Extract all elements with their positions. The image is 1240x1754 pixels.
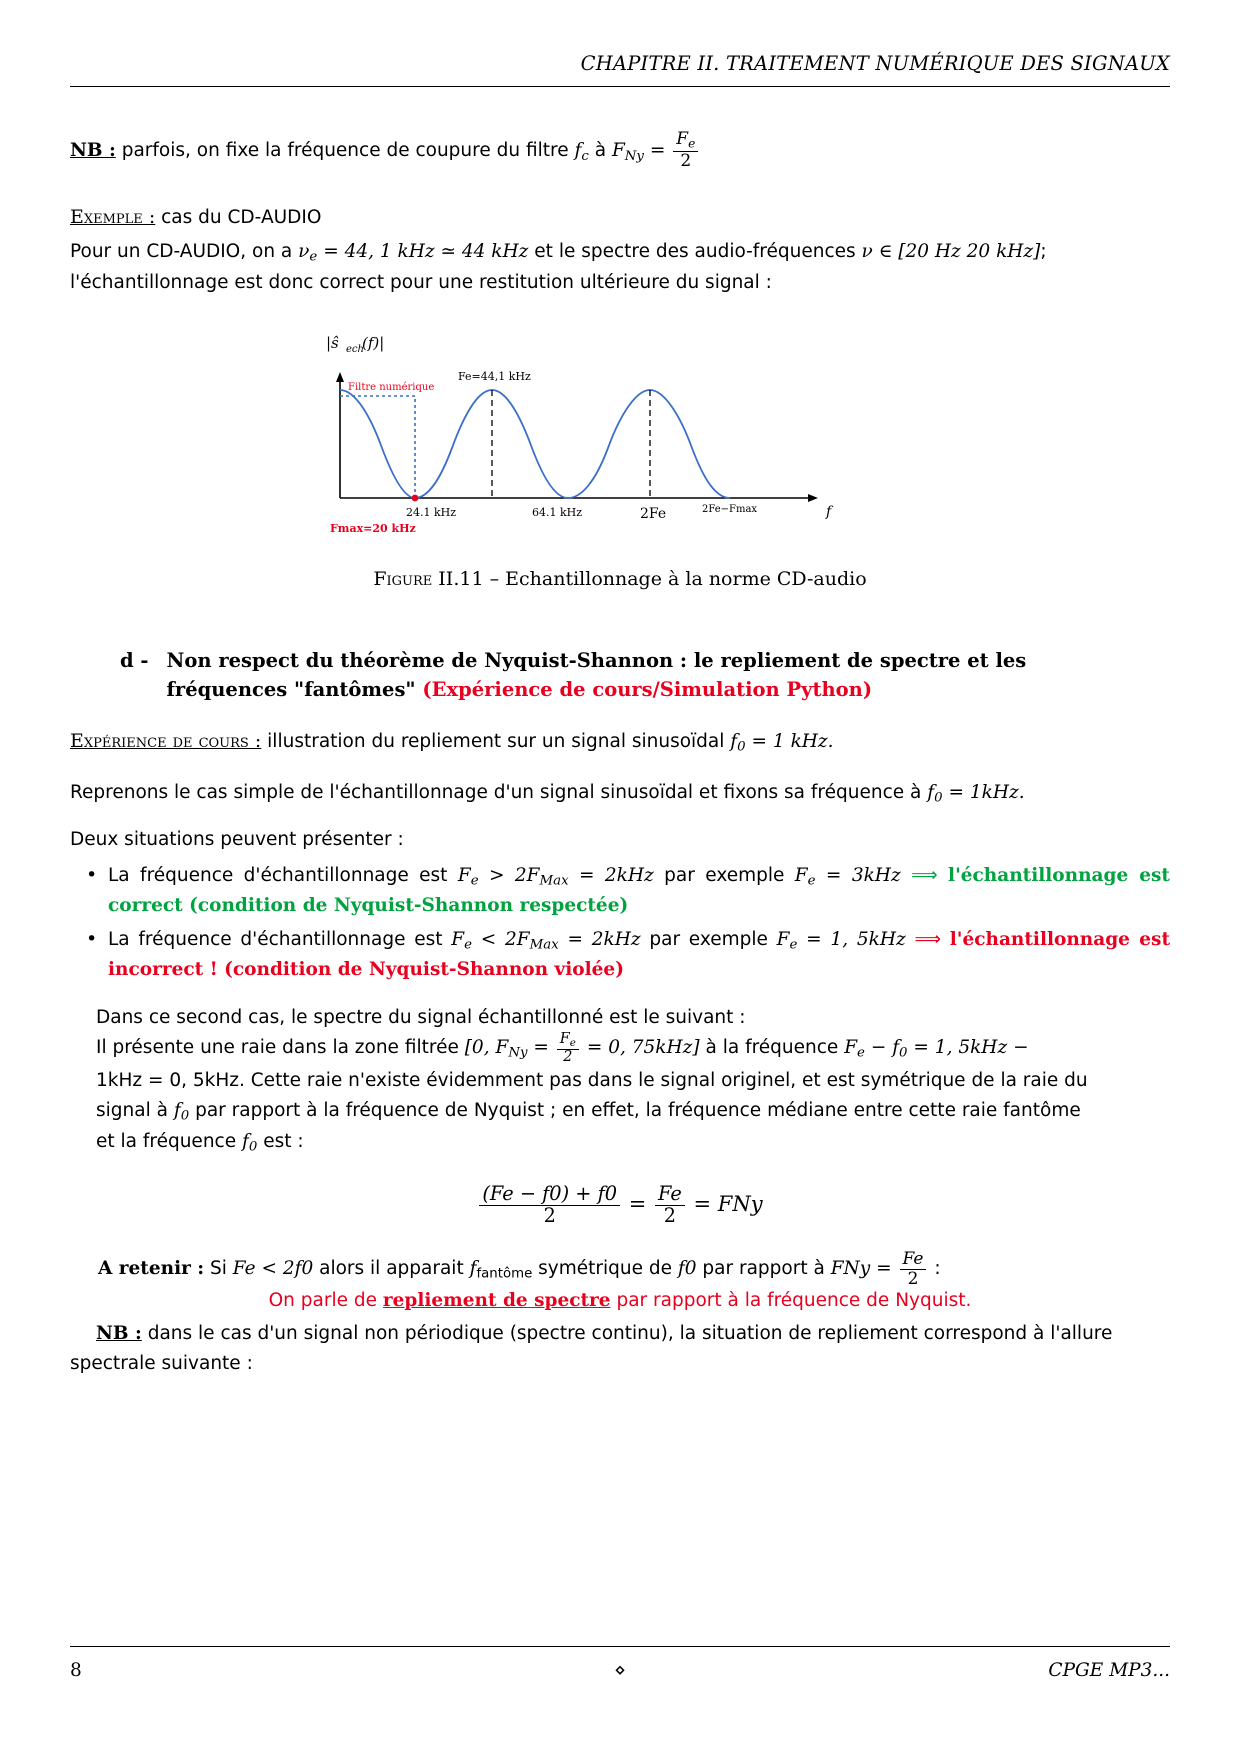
page-number: 8 [70,1660,82,1681]
body-line-4 [96,1096,1170,1127]
body-line-4-a: signal à [96,1099,168,1121]
p1-value: = 1kHz. [948,782,1025,804]
experience-value: = 1 kHz. [751,731,834,753]
bullet-1-cond: > 2F [488,864,540,886]
body-line-2-b: à la fréquence [705,1037,839,1059]
body-line-2-a: Il présente une raie dans la zone filtrée [96,1037,459,1059]
body-line-3: 1kHz = 0, 5kHz. Cette raie n'existe évidemment pas dans le signal originel, et est symétrique de la raie du [96,1070,1088,1092]
repliement-before: On parle de [268,1290,378,1312]
tick-label-2: 64.1 kHz [532,505,583,519]
section-title-line1: Non respect du théorème de Nyquist-Shannon : le repliement de spectre et les [166,648,1027,672]
section-heading-d [120,646,1120,705]
retenir-fantome: f [469,1258,477,1280]
nu-symbol: ν [861,240,873,262]
section-label: d - [120,648,149,672]
bullet-1-fe: F [457,864,471,886]
nu-range: ∈ [20 Hz 20 kHz] [878,240,1041,262]
display-equation [70,1181,1170,1227]
frac-num-symbol: F [676,129,689,149]
spectrum-lobe-1 [340,390,415,498]
footer-rule [70,1646,1170,1647]
equation-frac2-den: 2 [655,1205,685,1227]
p1-f0: f [927,782,935,804]
p1-f0-sub: 0 [934,790,943,806]
retenir-text-c: symétrique de [538,1258,673,1280]
nu-e-symbol: ν [298,240,310,262]
bullet-2-fe-sub: e [464,937,472,953]
retenir-math-d: FNy [830,1258,871,1280]
fe-label: Fe=44,1 kHz [458,369,531,383]
example-text-b: et le spectre des audio-fréquences [534,240,856,262]
equation-equals-1: = [628,1191,647,1216]
equation-equals-2: = [693,1191,712,1216]
retenir-frac-num: Fe [902,1249,924,1270]
bullet-2-text-a: La fréquence d'échantillonnage est [108,928,443,950]
bullet-1-arrow: ⟹ [911,864,938,886]
nu-e-subscript: e [309,249,318,265]
body-f0-2: $f_0$ [242,1130,258,1155]
paragraph-1 [70,778,1170,809]
digital-filter-box [340,396,415,498]
fny-symbol: F [611,140,625,162]
example-text-a: Pour un CD-AUDIO, on a [70,240,293,262]
fmax-label: Fmax=20 kHz [330,521,416,535]
retenir-fraction [900,1250,927,1288]
bullet-1-fe-sub: e [470,873,479,889]
bullet-2-value: = 2kHz [567,928,641,950]
example-semicolon: ; [1040,240,1047,262]
figure-caption [70,568,1170,590]
bullet-1-fe2-sub: e [807,873,816,889]
retenir-text-a: Si [210,1258,227,1280]
bullet-2-fe: F [451,928,465,950]
bullet-2-cond: < 2F [480,928,530,950]
footer-right-text: CPGE MP3... [1048,1660,1170,1681]
equation-right-fraction [655,1181,685,1227]
bullet-1-cond-sub: Max [539,873,569,889]
running-header: CHAPITRE II. TRAITEMENT NUMÉRIQUE DES SIGNAUX [580,52,1170,75]
body-line-5 [96,1127,1170,1158]
repliement-after: par rapport à la fréquence de Nyquist. [616,1290,972,1312]
tick-label-4: 2Fe−Fmax [702,503,758,515]
retenir-math-a: Fe < 2f0 [232,1258,314,1280]
retenir-math-c: f0 [677,1258,697,1280]
retenir-colon: : [934,1258,941,1280]
frequency-expression: $F_e - f_0 = 1$, 5kHz − [844,1037,1029,1061]
y-axis-arrow [336,372,344,382]
experience-line [70,726,1170,758]
figure-caption-text: Echantillonnage à la norme CD-audio [505,567,867,590]
bullet-1-fe2: F [794,864,808,886]
footer-symbol: ⋄ [614,1660,626,1681]
bullet-1-text-b: par exemple [664,864,785,886]
equation-left-fraction [479,1181,620,1227]
equation-rhs: FNy [717,1191,763,1216]
body-line-5-a: et la fréquence [96,1130,237,1152]
nb-label: NB : [70,140,116,162]
retenir-fantome-sub: fantôme [476,1266,533,1282]
f0-subscript: 0 [737,739,746,755]
paragraph-1-text: Reprenons le cas simple de l'échantillonnage d'un signal sinusoïdal et fixons sa fréquence à [70,782,922,804]
bullet-2-cond-sub: Max [529,937,559,953]
filtered-zone-interval: [0, $F_{Ny}$ = $\frac{F_e}{2}$ = 0, 75kHz] [464,1031,700,1066]
section-title-line2: fréquences "fantômes" [166,677,416,701]
x-axis-label: f [826,503,832,520]
y-axis-label-arg: (f)| [362,333,385,352]
filter-label: Filtre numérique [348,381,435,393]
f0-symbol: f [730,731,738,753]
spectrum-figure [310,320,930,550]
bullet-2-value2: = 1, 5kHz [806,928,906,950]
y-axis-label: |ŝ [326,333,339,352]
bullet-2-fe2-sub: e [789,937,798,953]
bullet-1-value2: = 3kHz [825,864,901,886]
retenir-label: A retenir : [98,1258,205,1280]
equation-frac2-num: Fe [658,1181,682,1205]
list-item [70,861,1170,921]
retenir-text-b: alors il apparait [319,1258,464,1280]
repliement-line [70,1290,1170,1311]
figure-caption-dash: – [489,567,500,590]
fc-subscript: c [581,148,589,164]
nb-note-2 [96,1319,1170,1349]
bullet-2-fe2: F [776,928,790,950]
equals-sign: = [649,140,666,162]
retenir-text-d: par rapport à [702,1258,825,1280]
nb2-label: NB : [96,1323,142,1345]
section-title [167,646,1027,705]
retenir-equals: = [876,1258,892,1280]
retenir-block [98,1250,1170,1288]
body-line-4-b: par rapport à la fréquence de Nyquist ; en effet, la fréquence médiane entre cette raie fantôme [195,1099,1081,1121]
example-block [70,202,1170,233]
body-line-1: Dans ce second cas, le spectre du signal échantillonné est le suivant : [96,1006,746,1028]
x-axis-arrow [808,494,818,502]
example-title: cas du CD-AUDIO [161,207,322,229]
nu-e-value: = 44, 1 kHz ≃ 44 kHz [323,240,529,262]
experience-label: Expérience de cours : [70,730,262,753]
bullet-2-arrow: ⟹ [914,928,941,950]
fe-over-2-fraction [673,130,698,170]
nb-text-mid: à [594,140,607,162]
figure-container [70,320,1170,590]
bullet-1-value: = 2kHz [578,864,654,886]
example-label: Exemple : [70,206,156,229]
retenir-frac-den: 2 [900,1269,927,1288]
situations-list [70,861,1170,985]
equation-denominator: 2 [479,1205,620,1227]
bullet-2-text-b: par exemple [649,928,768,950]
nb2-line1: dans le cas d'un signal non périodique (spectre continu), la situation de repliement correspond à l'allure [147,1323,1113,1345]
frac-denominator: 2 [673,151,698,170]
bullet-1-result: l'échantillonnage est correct (condition de Nyquist-Shannon respectée) [108,864,1170,917]
example-line-1 [70,237,1170,268]
body-line-2 [96,1032,1170,1066]
frac-num-subscript: e [688,136,696,151]
fc-symbol: f [574,140,582,162]
body-line-5-b: est : [263,1130,304,1152]
tick-label-3: 2Fe [640,505,667,522]
fny-subscript: Ny [624,148,644,164]
nb2-line2: spectrale suivante : [70,1352,253,1374]
nb-note-1 [70,130,1170,170]
spectrum-lobe-3 [568,390,730,498]
tick-label-1: 24.1 kHz [406,505,457,519]
nb-text: parfois, on fixe la fréquence de coupure du filtre [121,140,569,162]
figure-caption-prefix: Figure II.11 [373,567,484,590]
y-axis-label-subscript: ech [346,343,364,355]
paragraph-2: Deux situations peuvent présenter : [70,829,404,851]
example-line-2: l'échantillonnage est donc correct pour une restitution ultérieure du signal : [70,272,772,293]
list-item [70,925,1170,985]
bullet-1-text-a: La fréquence d'échantillonnage est [108,864,448,886]
repliement-underlined: repliement de spectre [382,1290,611,1312]
body-f0-1: $f_0$ [173,1099,190,1124]
fmax-point [412,494,419,501]
bullet-2-result: l'échantillonnage est incorrect ! (condition de Nyquist-Shannon violée) [108,928,1170,981]
experience-text: illustration du repliement sur un signal sinusoïdal [267,731,725,753]
header-rule [70,86,1170,87]
page-content [70,120,1170,1378]
section-title-line2-red: (Expérience de cours/Simulation Python) [422,677,873,701]
equation-numerator: (Fe − f0) + f0 [482,1181,618,1205]
